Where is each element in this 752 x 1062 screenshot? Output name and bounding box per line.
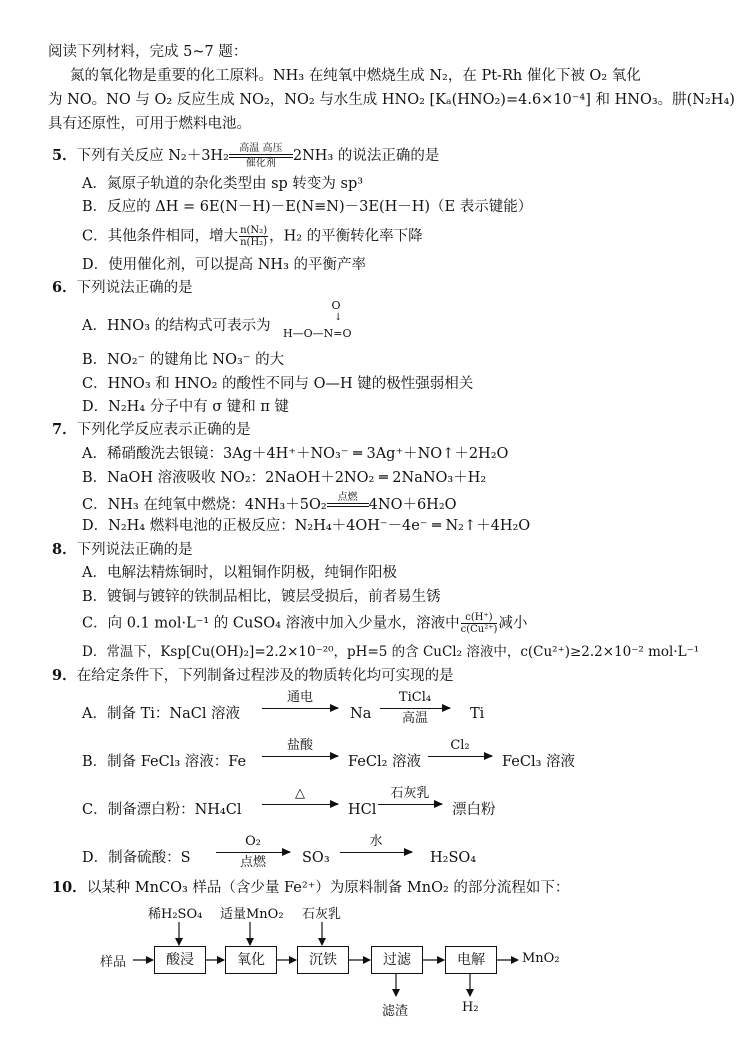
q5-c-a: C．其他条件相同，增大 <box>82 228 239 245</box>
q5-cond-top: 高温 高压 <box>239 143 283 154</box>
q9-stem-text: 在给定条件下，下列制备过程涉及的物质转化均可实现的是 <box>76 668 454 684</box>
flow-box-electrolysis: 电解 <box>445 946 497 974</box>
q9-a-label[interactable]: A．制备 Ti：NaCl 溶液 <box>82 706 241 722</box>
q7-stem-text: 下列化学反应表示正确的是 <box>76 422 251 438</box>
q8-option-b[interactable]: B．镀铜与镀锌的铁制品相比，镀层受损后，前者易生锈 <box>82 589 441 605</box>
q9-b-arrow-1-top: 盐酸 <box>286 738 313 753</box>
q5-option-a[interactable]: A．氮原子轨道的杂化类型由 sp 转变为 sp³ <box>82 176 364 192</box>
q5-stem-a: 下列有关反应 N₂＋3H₂ <box>76 148 229 164</box>
q5-option-b[interactable]: B．反应的 ΔH = 6E(N－H)－E(N≡N)－3E(H－H)（E 表示键能） <box>82 199 533 215</box>
q6-struct-chain: H—O—N=O <box>283 327 352 340</box>
q7-option-b[interactable]: B．NaOH 溶液吸收 NO₂：2NaOH＋2NO₂ ═ 2NaNO₃＋H₂ <box>82 470 487 486</box>
flow-reagent-2: 适量MnO₂ <box>220 907 284 922</box>
flow-input-label: 样品 <box>100 955 127 970</box>
q9-d-arrow-1-top: O₂ <box>245 834 261 849</box>
q9-a-arrow-2-bottom: 高温 <box>401 711 428 726</box>
q6-option-c[interactable]: C．HNO₃ 和 HNO₂ 的酸性不同与 O—H 键的极性强弱相关 <box>82 376 474 392</box>
q5-stem-b: 2NH₃ 的说法正确的是 <box>292 148 440 164</box>
q9-d-mid: SO₃ <box>302 850 330 866</box>
q6-option-b[interactable]: B．NO₂⁻ 的键角比 NO₃⁻ 的大 <box>82 352 285 368</box>
q8-number: 8． <box>52 541 77 558</box>
q9-b-mid: FeCl₂ 溶液 <box>348 754 422 770</box>
q7-c-cond: 点燃 <box>337 492 358 503</box>
q7-number: 7． <box>52 421 77 438</box>
q7-c-a: C．NH₃ 在纯氧中燃烧：4NH₃＋5O₂ <box>82 497 327 513</box>
q9-a-mid: Na <box>350 706 372 722</box>
intro-line-3: 为 NO。NO 与 O₂ 反应生成 NO₂，NO₂ 与水生成 HNO₂ [Kₐ(HNO₂)=4.6×10⁻⁴] 和 HNO₃。肼(N₂H₄) <box>48 92 735 108</box>
flow-output-label: MnO₂ <box>522 951 560 966</box>
q9-a-arrow-1-top: 通电 <box>286 690 313 705</box>
q5-c-b: ，H₂ 的平衡转化率下降 <box>269 228 423 245</box>
flow-box-iron-precipitation: 沉铁 <box>297 946 349 974</box>
q9-d-arrow-1-bottom: 点燃 <box>239 855 266 870</box>
q8-c-a: C．向 0.1 mol·L⁻¹ 的 CuSO₄ 溶液中加入少量水，溶液中 <box>82 615 460 632</box>
q9-number: 9． <box>52 667 77 684</box>
q10-stem-text: 以某种 MnCO₃ 样品（含少量 Fe²⁺）为原料制备 MnO₂ 的部分流程如下： <box>86 880 570 896</box>
q5-c-frac-top: n(N₂) <box>240 225 268 236</box>
q9-d-arrow-2-top: 水 <box>369 834 383 849</box>
flow-box-acid-leach: 酸浸 <box>154 946 206 974</box>
q9-b-arrow-2-top: Cl₂ <box>450 738 470 753</box>
q6-struct-arrow-icon: ↓ <box>334 312 343 323</box>
q5-option-d[interactable]: D．使用催化剂，可以提高 NH₃ 的平衡产率 <box>82 257 366 273</box>
flow-box-oxidation: 氧化 <box>225 946 277 974</box>
flow-box-filtration: 过滤 <box>371 946 423 974</box>
q6-stem-text: 下列说法正确的是 <box>76 280 193 296</box>
q9-d-label[interactable]: D．制备硫酸：S <box>82 850 191 866</box>
q8-c-frac-top: c(H⁺) <box>461 612 498 624</box>
q8-c-b: 减小 <box>498 615 528 632</box>
intro-line-1: 阅读下列材料，完成 5~7 题： <box>48 44 248 60</box>
q8-stem-text: 下列说法正确的是 <box>76 542 193 558</box>
q9-c-mid: HCl <box>348 802 377 818</box>
q8-c-frac-bottom: c(Cu²⁺) <box>460 624 498 635</box>
flow-reagent-3: 石灰乳 <box>302 907 342 922</box>
q9-d-end: H₂SO₄ <box>430 850 477 866</box>
intro-line-4: 具有还原性，可用于燃料电池。 <box>48 116 251 132</box>
q8-option-d[interactable]: D．常温下，Ksp[Cu(OH)₂]=2.2×10⁻²⁰，pH=5 的含 CuCl₂ 溶液中，c(Cu²⁺)≥2.2×10⁻² mol·L⁻¹ <box>82 644 700 660</box>
q9-c-label[interactable]: C．制备漂白粉：NH₄Cl <box>82 802 242 818</box>
flow-h2-label: H₂ <box>462 1000 479 1015</box>
q9-b-label[interactable]: B．制备 FeCl₃ 溶液：Fe <box>82 754 247 770</box>
q6-number: 6． <box>52 279 77 296</box>
q9-c-arrow-1-top: △ <box>295 786 305 801</box>
q7-option-a[interactable]: A．稀硝酸洗去银镜：3Ag＋4H⁺＋NO₃⁻ ═ 3Ag⁺＋NO↑＋2H₂O <box>82 446 509 462</box>
q6-struct-o-top: O <box>331 299 341 312</box>
q10-number: 10． <box>52 879 87 896</box>
q5-cond-bottom: 催化剂 <box>245 158 276 169</box>
q7-c-b: 4NO＋6H₂O <box>368 497 457 513</box>
q9-c-end: 漂白粉 <box>452 802 496 818</box>
q7-option-d[interactable]: D．N₂H₄ 燃料电池的正极反应：N₂H₄＋4OH⁻－4e⁻ ═ N₂↑＋4H₂O <box>82 518 531 534</box>
q9-c-arrow-2-top: 石灰乳 <box>390 786 430 801</box>
flow-residue-label: 滤渣 <box>382 1004 409 1019</box>
q9-a-end: Ti <box>470 706 485 722</box>
intro-line-2: 氮的氧化物是重要的化工原料。NH₃ 在纯氧中燃烧生成 N₂，在 Pt-Rh 催化下被 O₂ 氧化 <box>70 68 641 84</box>
q9-a-arrow-2-top: TiCl₄ <box>398 690 432 705</box>
flow-reagent-1: 稀H₂SO₄ <box>148 907 203 922</box>
q9-b-end: FeCl₃ 溶液 <box>502 754 576 770</box>
q5-number: 5． <box>52 147 77 164</box>
q8-option-a[interactable]: A．电解法精炼铜时，以粗铜作阴极，纯铜作阳极 <box>82 565 397 581</box>
q5-c-frac-bottom: n(H₂) <box>240 237 268 248</box>
q6-a-text: A．HNO₃ 的结构式可表示为 <box>82 318 271 334</box>
q6-option-d[interactable]: D．N₂H₄ 分子中有 σ 键和 π 键 <box>82 399 290 415</box>
